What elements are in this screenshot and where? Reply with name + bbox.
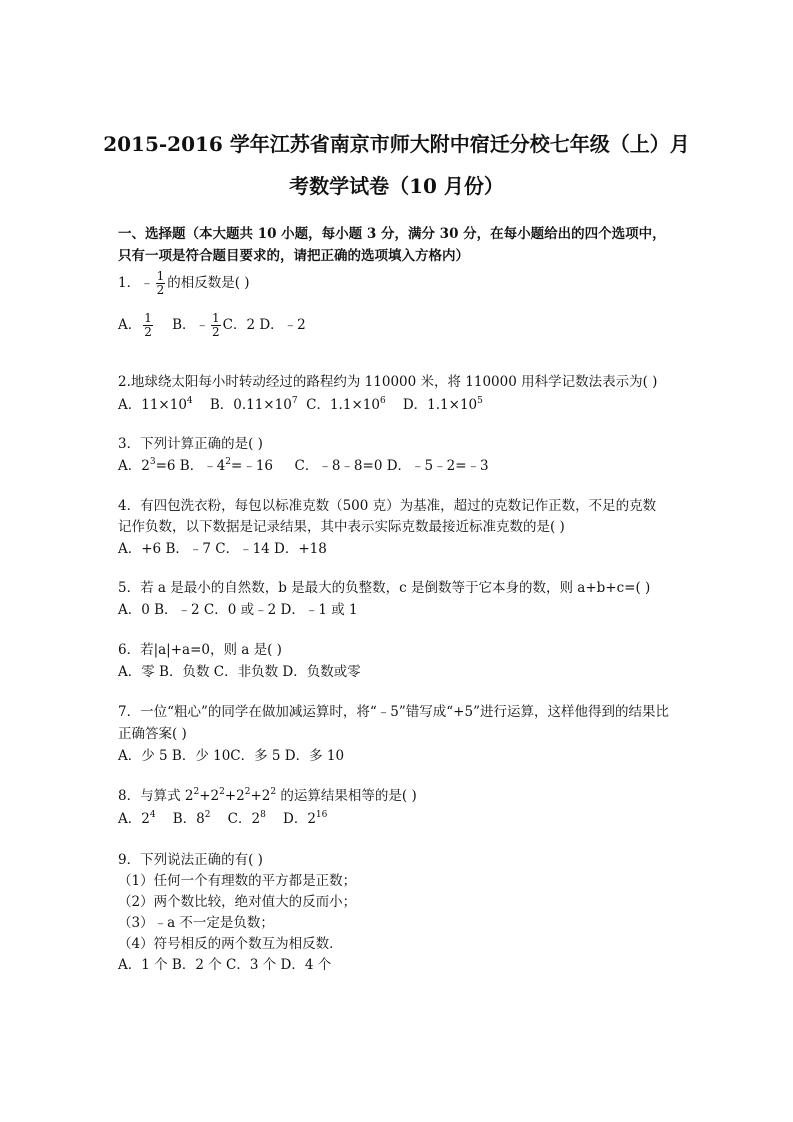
- q8-b-exp: 2: [204, 810, 211, 820]
- question-9-options: A．1 个 B．2 个 C．3 个 D．4 个: [118, 957, 332, 973]
- q8-sup-2: 2: [219, 787, 225, 797]
- question-3-stem: 3．下列计算正确的是( ): [118, 436, 263, 452]
- q1-fraction: [156, 270, 166, 297]
- q3-a-pre: A．2: [118, 458, 150, 474]
- q8-option-b: [173, 811, 211, 827]
- q3-option-b: [180, 458, 273, 474]
- question-4-stem-line2: 记作负数，以下数据是记录结果，其中表示实际克数最接近标准克数的是( ): [118, 519, 565, 535]
- q2-c-exp: 6: [379, 396, 386, 406]
- q1-opt-a-num: 1: [144, 311, 152, 325]
- q1-options-cd: C．2 D．﹣2: [222, 317, 306, 333]
- section-heading-line2: 只有一项是符合题目要求的，请把正确的选项填入方格内）: [118, 248, 469, 264]
- section-heading-line1: 一、选择题（本大题共 10 小题，每小题 3 分，满分 30 分，在每小题给出的四个选项中，: [118, 226, 666, 242]
- q1-frac-num: 1: [156, 269, 165, 283]
- q1-suffix: 的相反数是( ): [167, 275, 250, 291]
- question-9-item-2: （2）两个数比较，绝对值大的反而小；: [118, 894, 357, 910]
- question-6-stem: 6．若|a|+a=0，则 a 是( ): [118, 642, 282, 658]
- q2-option-d: [403, 397, 483, 413]
- q2-option-b: [210, 397, 298, 413]
- q1-option-a-fraction: [143, 312, 153, 339]
- question-2-stem: 2.地球绕太阳每小时转动经过的路程约为 110000 米，将 110000 用科学记数法表示为( ): [118, 374, 658, 390]
- question-7-stem-line2: 正确答案( ): [118, 726, 187, 742]
- q3-option-a: [118, 458, 175, 474]
- q1-opt-a-den: 2: [144, 325, 152, 339]
- q8-option-a: [118, 811, 156, 827]
- q2-b-exp: 7: [291, 396, 298, 406]
- question-9-stem: 9．下列说法正确的有( ): [118, 852, 263, 868]
- q1-opt-b-den: 2: [211, 325, 220, 339]
- q3-b-post: =﹣16: [231, 458, 274, 474]
- question-3-options: [118, 454, 489, 474]
- question-9-item-3: （3）﹣a 不一定是负数；: [118, 915, 274, 931]
- q8-stem-post: 的运算结果相等的是( ): [276, 788, 417, 804]
- question-7-options: A．少 5 B．少 10C．多 5 D．多 10: [118, 748, 345, 764]
- q8-d-exp: 16: [315, 810, 328, 820]
- q8-plus-3: +2: [250, 788, 271, 804]
- q8-d-base: D．2: [283, 811, 316, 827]
- question-1-options: [118, 312, 306, 339]
- q1-frac-den: 2: [156, 283, 165, 297]
- question-9-item-4: （4）符号相反的两个数互为相反数．: [118, 936, 343, 952]
- question-7-stem-line1: 7．一位“粗心”的同学在做加减运算时，将“﹣5”错写成“+5”进行运算，这样他得到的结果比: [118, 704, 669, 720]
- q8-c-exp: 8: [260, 810, 266, 820]
- q2-a-base: A．11×10: [118, 397, 187, 413]
- q8-sup-1: 2: [193, 787, 200, 797]
- q1-prefix: 1．﹣: [118, 275, 154, 291]
- q8-sup-4: 2: [270, 787, 277, 797]
- q3-a-exp: 3: [149, 457, 156, 467]
- q1-option-b-label: B．﹣: [172, 317, 209, 333]
- q8-plus-2: +2: [224, 788, 245, 804]
- q2-d-exp: 5: [477, 396, 483, 406]
- question-8-stem: [118, 784, 417, 804]
- q8-sup-3: 2: [244, 787, 251, 797]
- q8-stem-pre: 8．与算式 2: [118, 788, 194, 804]
- q8-plus-1: +2: [199, 788, 220, 804]
- q3-a-post: =6: [155, 458, 176, 474]
- question-2-options: [118, 393, 483, 413]
- page-title-line1: 2015-2016 学年江苏省南京市师大附中宿迁分校七年级（上）月: [103, 132, 690, 156]
- q8-b-base: B．8: [172, 811, 205, 827]
- q2-a-exp: 4: [186, 396, 193, 406]
- q8-a-base: A．2: [118, 811, 150, 827]
- q1-option-b-fraction: [211, 312, 221, 339]
- question-8-options: [118, 807, 327, 827]
- q8-option-d: [283, 811, 327, 827]
- question-6-options: A．零 B．负数 C．非负数 D．负数或零: [118, 664, 361, 680]
- q8-option-c: [228, 811, 266, 827]
- question-9-item-1: （1）任何一个有理数的平方都是正数；: [118, 873, 357, 889]
- question-1-stem: [118, 270, 250, 297]
- q1-opt-b-num: 1: [211, 311, 220, 325]
- question-5-options: A．0 B．﹣2 C．0 或﹣2 D．﹣1 或 1: [118, 602, 358, 618]
- q2-b-base: B．0.11×10: [209, 397, 292, 413]
- q3-b-pre: B．﹣4: [179, 458, 226, 474]
- q3-options-cd: C．﹣8﹣8=0 D．﹣5﹣2=﹣3: [294, 458, 489, 474]
- q8-c-base: C．2: [227, 811, 261, 827]
- page-title-line2: 考数学试卷（10 月份）: [289, 174, 504, 198]
- q2-d-base: D．1.1×10: [402, 397, 478, 413]
- q1-option-a-label: A．: [118, 317, 142, 333]
- q2-option-a: [118, 397, 193, 413]
- q8-a-exp: 4: [149, 810, 156, 820]
- q2-c-base: C．1.1×10: [306, 397, 380, 413]
- q3-b-exp: 2: [225, 457, 232, 467]
- question-4-options: A．+6 B．﹣7 C．﹣14 D．+18: [118, 541, 327, 557]
- question-4-stem-line1: 4．有四包洗衣粉，每包以标准克数（500 克）为基准，超过的克数记作正数，不足的克数: [118, 498, 657, 514]
- q2-option-c: [306, 397, 386, 413]
- question-5-stem: 5．若 a 是最小的自然数，b 是最大的负整数，c 是倒数等于它本身的数，则 a+b+c=( ): [118, 580, 651, 596]
